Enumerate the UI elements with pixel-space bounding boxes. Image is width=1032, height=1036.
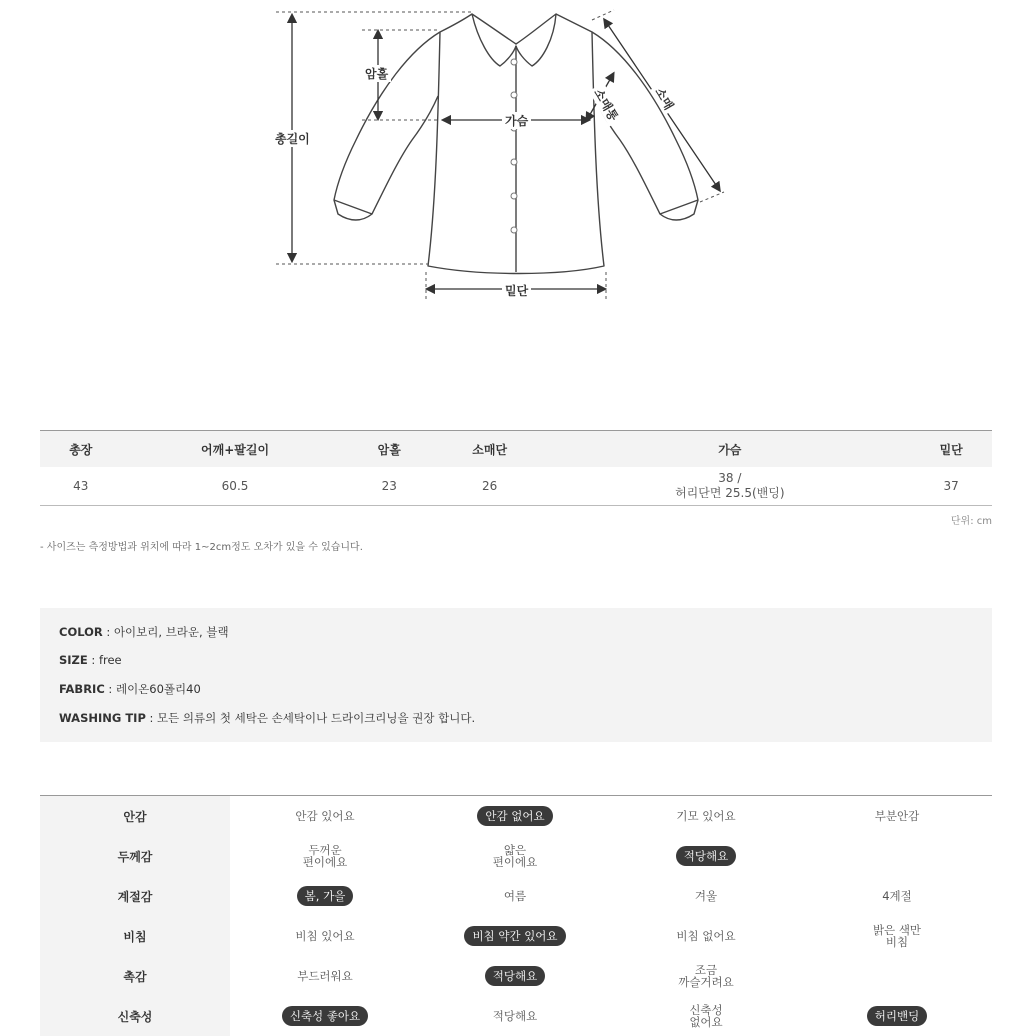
info-washing-value: : 모든 의류의 첫 세탁은 손세탁이나 드라이크리닝을 권장 합니다. <box>145 711 476 725</box>
property-table <box>40 795 992 1029</box>
size-table-header <box>40 431 992 468</box>
measurement-diagram <box>0 0 1032 320</box>
property-option: 기모 있어요 <box>676 809 736 823</box>
property-cell <box>802 876 992 916</box>
label-chest: 가슴 <box>502 112 531 129</box>
property-label: 촉감 <box>40 956 230 996</box>
property-option: 4계절 <box>882 889 912 903</box>
label-armhole: 암홀 <box>362 65 391 82</box>
property-cell <box>802 836 992 876</box>
size-tolerance-note: - 사이즈는 측정방법과 위치에 따라 1~2cm정도 오차가 있을 수 있습니다. <box>40 542 363 553</box>
header-chest: 가슴 <box>549 431 910 468</box>
property-row <box>40 996 992 1036</box>
property-label: 안감 <box>40 796 230 836</box>
info-size-label: SIZE <box>59 653 88 667</box>
property-row <box>40 836 992 876</box>
label-total-length: 총길이 <box>272 130 313 147</box>
property-option: 겨울 <box>694 889 718 903</box>
property-cell <box>420 876 610 916</box>
value-total-length: 43 <box>40 467 122 506</box>
property-row <box>40 916 992 956</box>
property-label: 계절감 <box>40 876 230 916</box>
property-cell <box>611 876 801 916</box>
label-hem: 밑단 <box>502 282 531 299</box>
value-chest-waist: 허리단면 25.5(밴딩) <box>675 486 785 500</box>
property-option: 부분안감 <box>874 809 920 823</box>
property-cell <box>420 836 610 876</box>
property-cell <box>802 796 992 836</box>
property-option: 적당해요 <box>492 1009 538 1023</box>
info-fabric <box>59 681 201 697</box>
property-cell <box>420 956 610 996</box>
info-color <box>59 624 229 640</box>
property-cell <box>420 916 610 956</box>
header-shoulder-arm: 어깨+팔길이 <box>122 431 349 468</box>
property-cell <box>611 956 801 996</box>
property-cell <box>230 996 420 1036</box>
size-table-row <box>40 467 992 506</box>
property-cell <box>611 916 801 956</box>
property-row <box>40 796 992 836</box>
property-row <box>40 876 992 916</box>
property-label: 두께감 <box>40 836 230 876</box>
property-option: 밝은 색만 비침 <box>872 923 922 949</box>
info-fabric-label: FABRIC <box>59 682 105 696</box>
property-cell <box>802 996 992 1036</box>
property-option-selected: 적당해요 <box>676 846 736 866</box>
unit-note: 단위: cm <box>950 516 992 527</box>
property-option: 두꺼운 편이에요 <box>302 843 348 869</box>
label-sleeve: 소매 <box>650 82 679 116</box>
header-armhole: 암홀 <box>348 431 430 468</box>
property-option: 안감 있어요 <box>295 809 355 823</box>
property-option: 부드러워요 <box>297 969 353 983</box>
property-option: 여름 <box>503 889 527 903</box>
property-cell <box>230 796 420 836</box>
property-row <box>40 956 992 996</box>
size-table <box>40 430 992 506</box>
property-label: 비침 <box>40 916 230 956</box>
property-option: 비침 없어요 <box>676 929 736 943</box>
property-cell <box>230 956 420 996</box>
value-hem: 37 <box>910 467 992 506</box>
info-washing-label: WASHING TIP <box>59 711 146 725</box>
value-chest-main: 38 / <box>718 471 742 485</box>
property-cell <box>802 916 992 956</box>
property-option-selected: 비침 약간 있어요 <box>464 926 565 946</box>
property-cell <box>230 916 420 956</box>
value-sleeve-hem: 26 <box>430 467 549 506</box>
property-option: 신축성 없어요 <box>689 1003 723 1029</box>
property-cell <box>230 836 420 876</box>
info-color-label: COLOR <box>59 625 103 639</box>
property-cell <box>230 876 420 916</box>
property-cell <box>611 796 801 836</box>
info-washing <box>59 710 475 726</box>
property-cell <box>420 796 610 836</box>
property-option-selected: 허리밴딩 <box>867 1006 927 1026</box>
property-option: 얇은 편이에요 <box>492 843 538 869</box>
property-option-selected: 봄, 가을 <box>297 886 354 906</box>
property-cell <box>611 836 801 876</box>
info-size <box>59 653 122 667</box>
property-cell <box>802 956 992 996</box>
info-fabric-value: : 레이온60폴리40 <box>104 682 201 696</box>
property-option-selected: 신축성 좋아요 <box>282 1006 368 1026</box>
product-info-box <box>40 608 992 742</box>
label-sleeve-width: 소매통 <box>589 83 624 127</box>
property-option-selected: 적당해요 <box>485 966 545 986</box>
info-color-value: : 아이보리, 브라운, 블랙 <box>102 625 229 639</box>
property-label: 신축성 <box>40 996 230 1036</box>
value-shoulder-arm: 60.5 <box>122 467 349 506</box>
value-chest <box>549 467 910 506</box>
property-cell <box>420 996 610 1036</box>
property-cell <box>611 996 801 1036</box>
header-hem: 밑단 <box>910 431 992 468</box>
value-armhole: 23 <box>348 467 430 506</box>
header-total-length: 총장 <box>40 431 122 468</box>
property-option-selected: 안감 없어요 <box>477 806 552 826</box>
blouse-illustration <box>0 0 1032 320</box>
property-option: 조금 까슬거려요 <box>678 963 734 989</box>
header-sleeve-hem: 소매단 <box>430 431 549 468</box>
info-size-value: : free <box>87 653 122 667</box>
property-option: 비침 있어요 <box>295 929 355 943</box>
